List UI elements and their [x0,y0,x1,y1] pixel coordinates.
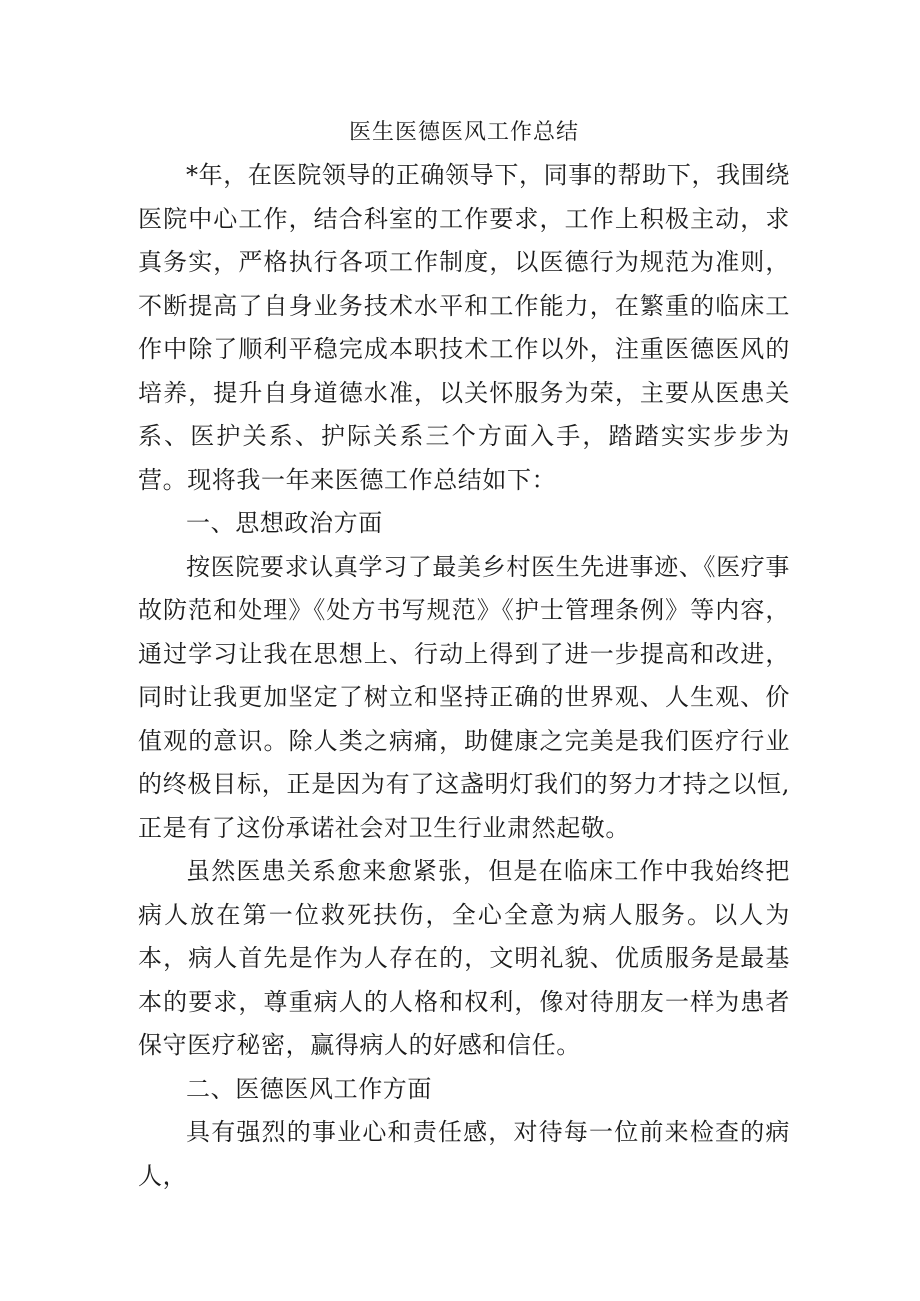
section1-paragraph-2: 虽然医患关系愈来愈紧张，但是在临床工作中我始终把病人放在第一位救死扶伤，全心全意为病人服务。以人为本，病人首先是作为人存在的，文明礼貌、优质服务是最基本的要求，尊重病人的人格和权利，像对待朋友一样为患者保守医疗秘密，赢得病人的好感和信任。 [138,857,790,1059]
document-body [138,112,790,1198]
intro-paragraph: *年，在医院领导的正确领导下，同事的帮助下，我围绕医院中心工作，结合科室的工作要求，工作上积极主动，求真务实，严格执行各项工作制度，以医德行为规范为准则，不断提高了自身业务技术水平和工作能力，在繁重的临床工作中除了顺利平稳完成本职技术工作以外，注重医德医风的培养，提升自身道德水准，以关怀服务为荣，主要从医患关系、医护关系、护际关系三个方面入手，踏踏实实步步为营。现将我一年来医德工作总结如下： [138,161,790,494]
section2-paragraph-1: 具有强烈的事业心和责任感，对待每一位前来检查的病人， [138,1118,790,1190]
section-heading-medical-ethics: 二、医德医风工作方面 [186,1074,432,1103]
section-heading-political: 一、思想政治方面 [186,509,383,537]
document-title: 医生医德医风工作总结 [348,120,579,145]
section1-paragraph-1: 按医院要求认真学习了最美乡村医生先进事迹、《医疗事故防范和处理》《处方书写规范》《护士管理条例》等内容，通过学习让我在思想上、行动上得到了进一步提高和改进，同时让我更加坚定了树立和坚持正确的世界观、人生观、价值观的意识。除人类之病痛，助健康之完美是我们医疗行业的终极目标，正是因为有了这盏明灯我们的努力才持之以恒,正是有了这份承诺社会对卫生行业肃然起敬。 [138,552,790,842]
